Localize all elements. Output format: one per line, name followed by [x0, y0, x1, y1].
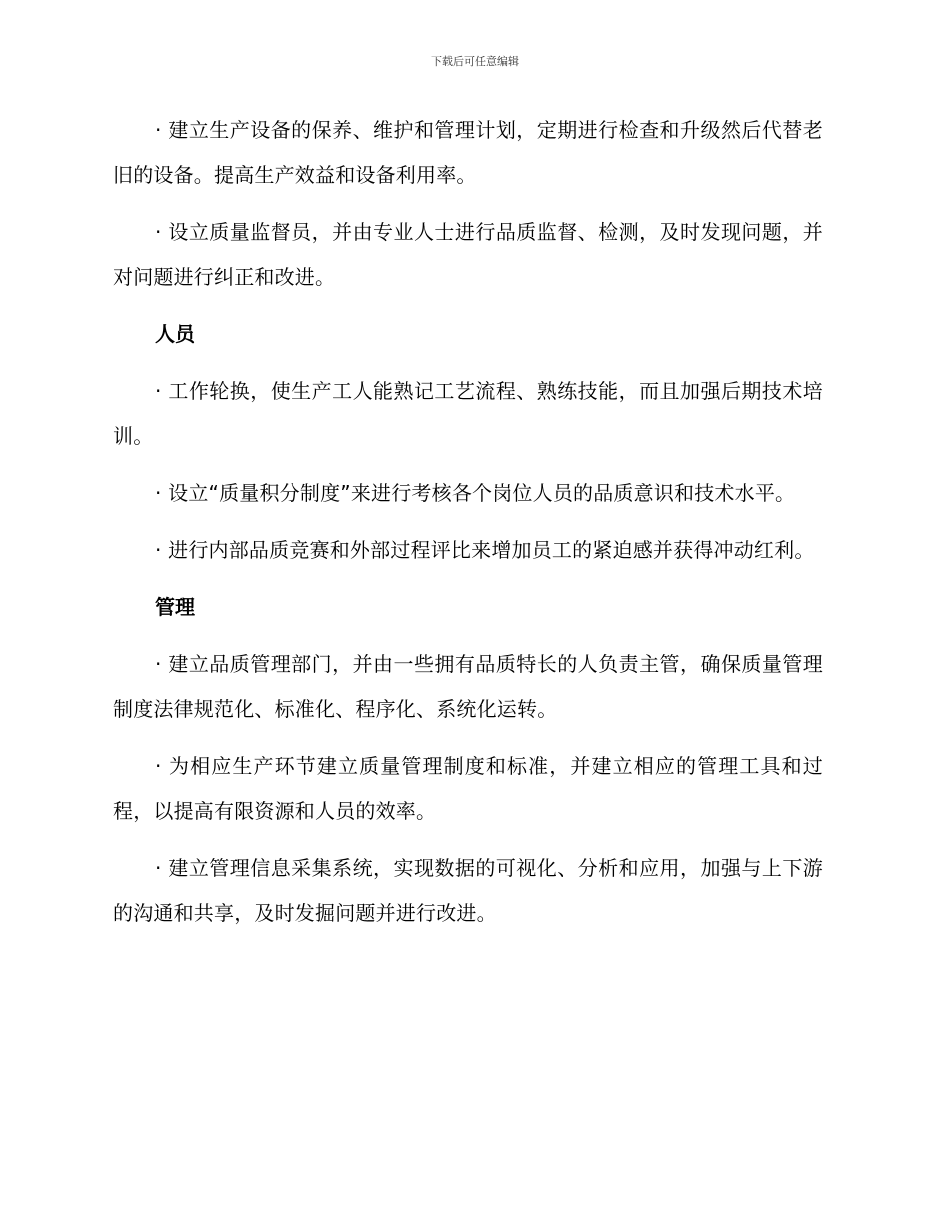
- paragraph-information-system: · 建立管理信息采集系统，实现数据的可视化、分析和应用，加强与上下游的沟通和共享，及时发掘问题并进行改进。: [113, 856, 823, 925]
- paragraph-quality-competition: · 进行内部品质竞赛和外部过程评比来增加员工的紧迫感并获得冲动红利。: [155, 538, 815, 562]
- page-header: 下载后可任意编辑: [431, 55, 519, 68]
- section-heading-management: 管理: [155, 595, 195, 619]
- paragraph-management-system: · 为相应生产环节建立质量管理制度和标准，并建立相应的管理工具和过程，以提高有限资源和人员的效率。: [113, 754, 823, 823]
- paragraph-equipment-maintenance: · 建立生产设备的保养、维护和管理计划，定期进行检查和升级然后代替老旧的设备。提高生产效益和设备利用率。: [113, 118, 823, 187]
- document-body: [113, 108, 823, 936]
- section-heading-personnel: 人员: [155, 322, 195, 346]
- paragraph-quality-points: · 设立“质量积分制度”来进行考核各个岗位人员的品质意识和技术水平。: [155, 481, 796, 505]
- paragraph-job-rotation: · 工作轮换，使生产工人能熟记工艺流程、熟练技能，而且加强后期技术培训。: [113, 379, 823, 448]
- paragraph-quality-department: · 建立品质管理部门，并由一些拥有品质特长的人负责主管，确保质量管理制度法律规范化、标准化、程序化、系统化运转。: [113, 652, 823, 721]
- paragraph-quality-supervisor: · 设立质量监督员，并由专业人士进行品质监督、检测，及时发现问题，并对问题进行纠正和改进。: [113, 220, 823, 289]
